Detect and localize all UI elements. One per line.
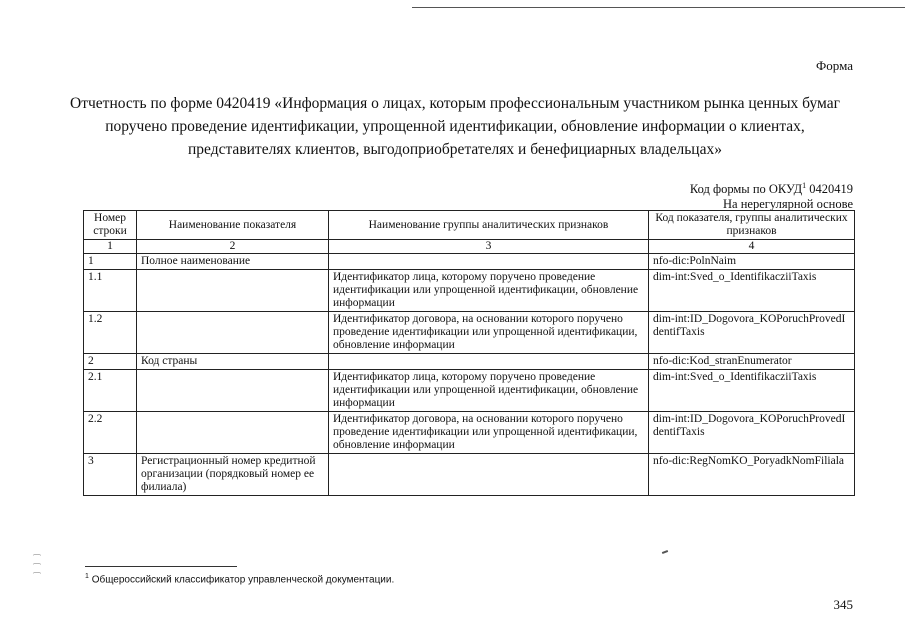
row-number: 2 [84,354,137,370]
indicator-name: Код страны [137,354,329,370]
header-row [84,211,855,240]
column-header: Наименование группы аналитических признаков [329,211,649,240]
indicator-code: dim-int:Sved_o_IdentifikacziiTaxis [649,270,855,312]
column-header: Наименование показателя [137,211,329,240]
title-line: представителях клиентов, выгодоприобретателях и бенефициарных владельцах» [187,141,722,158]
indicator-code: dim-int:ID_Dogovora_KOPoruchProvedIdentifTaxis [649,312,855,354]
column-number-row [84,240,855,254]
row-number: 1.1 [84,270,137,312]
analytic-group: Идентификатор договора, на основании которого поручено проведение идентификации или упрощенной идентификации, обновление информации [329,412,649,454]
form-code-block [690,178,853,212]
indicator-name [137,412,329,454]
indicator-name: Полное наименование [137,254,329,270]
indicator-name [137,370,329,412]
column-number: 2 [137,240,329,254]
indicator-code: nfo-dic:RegNomKO_PoryadkNomFiliala [649,454,855,496]
top-rule [412,7,905,8]
row-number: 2.2 [84,412,137,454]
okud-line [690,178,853,197]
row-number: 2.1 [84,370,137,412]
analytic-group: Идентификатор лица, которому поручено проведение идентификации или упрощенной идентификации, обновление информации [329,270,649,312]
table-row [84,454,855,496]
scan-speck [662,550,668,554]
analytic-group: Идентификатор договора, на основании которого поручено проведение идентификации или упрощенной идентификации, обновление информации [329,312,649,354]
column-number: 4 [649,240,855,254]
indicator-name [137,270,329,312]
indicator-table [83,210,855,496]
okud-footnote-mark: 1 [802,181,807,190]
indicator-code: nfo-dic:PolnNaim [649,254,855,270]
column-header: Код показателя, группы аналитических признаков [649,211,855,240]
indicator-code: dim-int:Sved_o_IdentifikacziiTaxis [649,370,855,412]
document-title [60,92,850,161]
column-header: Номер строки [84,211,137,240]
indicator-code: nfo-dic:Kod_stranEnumerator [649,354,855,370]
table-row [84,412,855,454]
row-number: 1.2 [84,312,137,354]
footnote [85,573,394,585]
footnote-text: Общероссийский классификатор управленческой документации. [91,574,395,586]
column-number: 3 [329,240,649,254]
okud-code: 0420419 [809,182,853,197]
periodicity: На нерегулярной основе [723,197,853,212]
row-number: 1 [84,254,137,270]
indicator-name [137,312,329,354]
table-row [84,370,855,412]
table-row [84,312,855,354]
table-row [84,270,855,312]
scan-margin-mark: ⁀ ⁀ ⁀ [33,554,41,582]
column-number: 1 [84,240,137,254]
indicator-name: Регистрационный номер кредитной организации (порядковый номер ее филиала) [137,454,329,496]
indicator-code: dim-int:ID_Dogovora_KOPoruchProvedIdentifTaxis [649,412,855,454]
analytic-group [329,454,649,496]
okud-prefix: Код формы по ОКУД [689,182,803,197]
analytic-group [329,354,649,370]
footnote-mark: 1 [85,573,89,580]
row-number: 3 [84,454,137,496]
footnote-rule [85,566,237,567]
form-label: Форма [816,58,853,73]
table-row [84,254,855,270]
title-line: Отчетность по форме 0420419 «Информация о лицах, которым профессиональным участником рынка ценных бумаг [70,95,840,112]
title-line: поручено проведение идентификации, упрощенной идентификации, обновление информации о клиентах, [105,118,805,135]
table-row [84,354,855,370]
page-number: 345 [833,597,853,612]
analytic-group [329,254,649,270]
analytic-group: Идентификатор лица, которому поручено проведение идентификации или упрощенной идентификации, обновление информации [329,370,649,412]
